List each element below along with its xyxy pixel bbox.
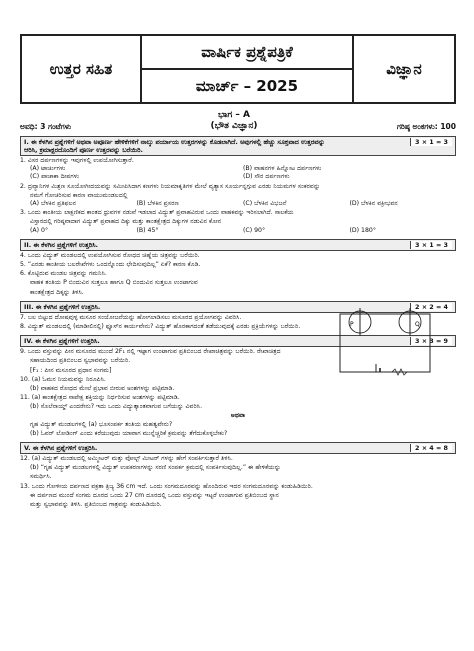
question-7: 7. ಬಲ ಬಿಟ್ಟುದ ದೋಷವುಳ್ಳ ಮಸೂರ ಸಂಯೋಜನೆಯನ್ನು ಹೋಗಲಾಡಿಸಲು ಮಸೂರದ ಪ್ರಯೋಗವನ್ನು ವಿವರಿಸಿ. <box>20 313 242 321</box>
exam-page <box>20 34 456 509</box>
question-10a: 10. (a) ಓಮನ ನಿಯಮವನ್ನು ನಿರೂಪಿಸಿ. <box>20 375 106 383</box>
meta-row <box>20 110 456 132</box>
question-11-alt-a: ಗೃಹ ವಿದ್ಯುತ್ ಮಂಡಲಗಳಲ್ಲಿ (a) ಭೂಸಂಪರ್ಕ ತಂತಿಯ ಮಹತ್ವವೇನು? <box>30 420 173 428</box>
q1-options <box>20 165 456 181</box>
question-13-cont: ಈ ದರ್ಪಣದ ಮುಂದೆ ಸಂಗಮ ದೂರದ ಒಂದು 27 cm ದೂರದಲ್ಲಿ ಒಂದು ವಸ್ತುವನ್ನು ಇಟ್ಟರೆ ಉಂಟಾಗುವ ಪ್ರತಿಬಿಂಬದ ಸ್ಥಾನ <box>30 491 279 499</box>
option-d: (D) ಬೆಳಕಿನ ವಕ್ರೀಭವನ <box>349 200 398 208</box>
option-b: (B) ಬೆಳಕಿನ ಪ್ರಸರಣ <box>136 200 179 208</box>
option-b: (B) 45° <box>136 226 159 234</box>
option-a: (A) ಬೆಳಕಿನ ಪ್ರತಿಫಲನ <box>30 200 77 208</box>
subject-label: ವಿಜ್ಞಾನ <box>386 60 422 78</box>
with-answers-label: ಉತ್ತರ ಸಹಿತ <box>22 36 142 102</box>
section-title: I. ಈ ಕೆಳಗಿನ ಪ್ರಶ್ನೆಗಳಿಗೆ ಅಥವಾ ಅಪೂರ್ಣ ಹೇಳಿಕೆಗಳಿಗೆ ನಾಲ್ಕು ಪರ್ಯಾಯ ಉತ್ತರಗಳನ್ನು ಕೊಡಲಾಗಿದೆ. ಅವುಗಳಲ್ಲಿ ಹೆಚ್ಚು ಸೂಕ್ತವಾದ ಉತ್ತರವನ್ನು <box>24 138 325 146</box>
question-9: 9. ಒಂದು ವಸ್ತುವನ್ನು ಪೀನ ಮಸೂರದ ಮುಂದೆ 2F₁ ನಲ್ಲಿ ಇಟ್ಟಾಗ ಉಂಟಾಗುವ ಪ್ರತಿಬಿಂಬದ ರೇಖಾಚಿತ್ರವನ್ನು ಬರೆಯಿರಿ. ರೇಖಾಚಿತ್ರದ <box>20 348 281 356</box>
question-13: 13. ಒಂದು ಗೋಳೀಯ ದರ್ಪಣದ ವಕ್ರತಾ ತ್ರಿಜ್ಯ 36 cm ಇದೆ. ಒಂದು ಸಂಗಮದೂರವನ್ನು ಹೊಂದಿರುವ ಇದರ ಸಂಗಮದೂರವನ್ನು ಕಂಡುಹಿಡಿಯಿರಿ. <box>20 482 313 490</box>
question-6: 6. ಕೊಟ್ಟಿರುವ ಮಂಡಲ ಚಿತ್ರವನ್ನು ಗಮನಿಸಿ. <box>20 270 107 278</box>
section-title-cont: ಆರಿಸಿ, ಕ್ರಮಾಕ್ಷರದೊಂದಿಗೆ ಪೂರ್ಣ ಉತ್ತರವನ್ನು ಬರೆಯಿರಿ. <box>24 146 143 154</box>
option-a: (A) 0° <box>30 226 49 234</box>
section-marks: 3 × 1 = 3 <box>410 138 452 146</box>
exam-title: ವಾರ್ಷಿಕ ಪ್ರಶ್ನೆಪತ್ರಿಕೆ <box>142 36 352 70</box>
question-6-line1: ವಾಹಕ ತಂತಿಯ P ಬಿಂದುವಿನ ಸುತ್ತಲೂ ಹಾಗೂ Q ಬಿಂದುವಿನ ಸುತ್ತಲೂ ಉಂಟಾಗುವ <box>30 279 198 287</box>
option-c: (C) ಪಾಚಾಕಾ ದೀಪಗಳು <box>30 173 80 181</box>
question-11b: (b) ಸೊಲೆನಾಯ್ಡ್ ಎಂದರೇನು? ಇದು ಒಂದು ವಿದ್ಯುತ್ಕಾಂತವಾಗುವ ಬಗೆಯನ್ನು ವಿವರಿಸಿ. <box>30 403 203 411</box>
duration: ಅವಧಿ: 3 ಗಂಟೆಗಳು <box>20 122 72 131</box>
question-1: 1. ವಿಸರ ದರ್ಪಣಗಳನ್ನು ಇವುಗಳಲ್ಲಿ ಉಪಯೋಗಿಸುತ್ತಾರೆ. <box>20 157 134 164</box>
section-title: II. ಈ ಕೆಳಗಿನ ಪ್ರಶ್ನೆಗಳಿಗೆ ಉತ್ತರಿಸಿ. <box>24 240 98 249</box>
section-marks: 3 × 1 = 3 <box>410 241 452 249</box>
question-6-line2: ಕಾಂತಕ್ಷೇತ್ರದ ದಿಕ್ಕನ್ನು ತಿಳಿಸಿ. <box>30 288 84 296</box>
part-title: ಭಾಗ – A <box>218 110 250 120</box>
section-marks: 2 × 4 = 8 <box>410 444 452 452</box>
exam-date: ಮಾರ್ಚ್ – 2025 <box>195 77 299 95</box>
question-11a: 11. (a) ಕಾಂತಕ್ಷೇತ್ರದ ಸಾಪೇಕ್ಷ ಶಕ್ತಿಯನ್ನು ನಿರ್ಧರಿಸುವ ಅಂಶಗಳನ್ನು ಪಟ್ಟಿಮಾಡಿ. <box>20 394 180 402</box>
option-c: (C) 90° <box>243 226 266 234</box>
q2-options <box>20 200 456 208</box>
option-a: (A) ಟಾರ್ಚುಗಳು <box>30 165 66 173</box>
section-marks: 2 × 2 = 4 <box>410 303 452 311</box>
question-9-cont: ಸಹಾಯದಿಂದ ಪ್ರತಿಬಿಂಬದ ಸ್ವಭಾವವನ್ನು ಬರೆಯಿರಿ. <box>30 357 131 365</box>
section-title: III. ಈ ಕೆಳಗಿನ ಪ್ರಶ್ನೆಗಳಿಗೆ ಉತ್ತರಿಸಿ. <box>24 302 101 311</box>
question-9-note: [F₁ : ಪೀನ ಮಸೂರದ ಪ್ರಧಾನ ಸಂಗಮ] <box>30 366 112 374</box>
part-heading <box>211 110 258 132</box>
question-3-cont: ವಿಸ್ತಾರದಲ್ಲಿ ಗರಿಷ್ಠವಾದಾಗ ವಿದ್ಯುತ್ ಪ್ರವಾಹದ ದಿಕ್ಕು ಮತ್ತು ಕಾಂತಕ್ಷೇತ್ರದ ದಿಕ್ಕುಗಳ ನಡುವಿನ ಕೋನ <box>30 218 222 226</box>
question-13-cont2: ಮತ್ತು ಸ್ವಭಾವವನ್ನು ತಿಳಿಸಿ. ಪ್ರತಿಬಿಂಬದ ಗಾತ್ರವನ್ನು ಕಂಡುಹಿಡಿಯಿರಿ. <box>30 501 162 509</box>
or-divider: ಅಥವಾ <box>230 411 246 419</box>
question-12a: 12. (a) ವಿದ್ಯುತ್ ಮಂಡಲದಲ್ಲಿ ಅಮ್ಮೀಟರ್ ಮತ್ತು ವೋಲ್ಟ್ ಮೀಟರ್ ಗಳನ್ನು ಹೇಗೆ ಸಂಪರ್ಕಿಸುತ್ತಾರೆ ತಿಳಿಸಿ. <box>20 455 233 463</box>
option-c: (C) ಬೆಳಕಿನ ವಿಭಜನೆ <box>243 200 287 208</box>
label-q: Q <box>415 321 420 328</box>
header-title-block <box>142 36 354 102</box>
question-8: 8. ವಿದ್ಯುತ್ ಮಂಡಲದಲ್ಲಿ (ಮಾಡೀಲಿನಲ್ಲಿ) ಫ್ಯೂಸ್‌ನ ಕಾರ್ಯವೇನು? ವಿದ್ಯುತ್ ಹೊರಕಾಗದಂತೆ ತಡೆಯುವುದಕ್ಕೆ ಎರಡು ಪ್ರಕ್ರಿಯೆಗಳನ್ನು ಬರೆಯಿರಿ. <box>20 323 301 331</box>
section-heading <box>20 136 456 156</box>
question-10b: (b) ವಾಹಕದ ರೋಧದ ಮೇಲೆ ಪ್ರಭಾವ ಬೀರುವ ಅಂಶಗಳನ್ನು ಪಟ್ಟಿಮಾಡಿ. <box>30 385 175 393</box>
section-title: V. ಈ ಕೆಳಗಿನ ಪ್ರಶ್ನೆಗಳಿಗೆ ಉತ್ತರಿಸಿ. <box>24 444 98 453</box>
option-b: (B) ವಾಹನಗಳ ಹಿನ್ನೋಟ ದರ್ಪಣಗಳು <box>243 165 322 173</box>
option-d: (D) ಸೌರ ದರ್ಪಣಗಳು <box>243 173 290 181</box>
question-12b: (b) “ಗೃಹ ವಿದ್ಯುತ್ ಮಂಡಲಗಳಲ್ಲಿ ವಿದ್ಯುತ್ ಉಪಕರಣಗಳನ್ನು ಸರಣಿ ಸಂಪರ್ಕ ಕ್ರಮದಲ್ಲಿ ಸಂಪರ್ಕಿಸುವುದಿಲ್ಲ.” ಈ ಹೇಳಿಕೆಯನ್ನು <box>30 464 281 472</box>
option-d: (D) 180° <box>349 226 376 234</box>
label-p: P <box>350 321 354 328</box>
question-2-cont: ನಮಗೆ ಗೋಚರಿಸುವ ಕಾರಣ ವಾಯುಮಂಡಲದಲ್ಲಿ <box>30 191 128 199</box>
question-5: 5. “ಎರಡು ಕಾಂತೀಯ ಬಲರೇಖೆಗಳು ಒಂದನ್ನೊಂದು ಛೇದಿಸುವುದಿಲ್ಲ” ಏಕೆ? ಕಾರಣ ಕೊಡಿ. <box>20 261 201 269</box>
max-marks: ಗರಿಷ್ಠ ಅಂಕಗಳು: 100 <box>396 122 456 131</box>
question-4: 4. ಒಂದು ವಿದ್ಯುತ್ ಮಂಡಲದಲ್ಲಿ ಉಪಯೋಗಿಸುವ ರೋಧದ ಚಿಹ್ನೆಯ ಚಿತ್ರವನ್ನು ಬರೆಯಿರಿ. <box>20 251 200 259</box>
section-title: IV. ಈ ಕೆಳಗಿನ ಪ್ರಶ್ನೆಗಳಿಗೆ ಉತ್ತರಿಸಿ. <box>24 337 100 346</box>
section-marks: 3 × 3 = 9 <box>410 337 452 345</box>
question-11-alt-b: (b) ಓವರ್ ಲೋಡಿಂಗ್ ಎಂದು ಕರೆಯುವುದು ಯಾವಾಗ ಮುನ್ನೆಚ್ಚರಿಕೆ ಕ್ರಮವನ್ನು ತೆಗೆದುಕೊಳ್ಳಬೇಕು? <box>30 429 228 437</box>
circuit-figure <box>330 302 440 384</box>
q3-options <box>20 227 456 235</box>
part-subtitle: (ಭೌತ ವಿಜ್ಞಾನ) <box>210 121 258 131</box>
section-heading <box>20 442 456 454</box>
section-heading <box>20 239 456 251</box>
question-3: 3. ಒಂದು ಕಾಂತೀಯ ಲಾಕ್ಷಣಿಕದ ಕಾಂತದ ಧ್ರುವಗಳ ನಡುವೆ ಇಡಲಾದ ವಿದ್ಯುತ್ ಪ್ರವಾಹವಿರುವ ಒಂದು ವಾಹಕವನ್ನು ಇರಿಸಲಾಗಿದೆ. ಸಾಲಕೆಯ <box>20 209 294 217</box>
question-12b-cont: ಸಮರ್ಥಿಸಿ. <box>30 473 52 481</box>
question-2: 2. ದ್ರವ್ಯಾನಿಗಳ ಮಿಶ್ರಣ ಸೂಯೋಗೀದಯವನ್ನು ಸಮೀಪಿಸಿದಾಗ ಕಣಗಳು ನಿಯಮಾಕೃತಿಗಳ ಮೇಲೆ ವ್ಯತ್ಯಾಸ ಸೂರ್ಯನ್ನಗ್ಗುವ ಎರಡು ನಿಯಮಗಳ ಸಂಕರವನ್ನು <box>20 182 321 190</box>
header-table <box>20 34 456 104</box>
